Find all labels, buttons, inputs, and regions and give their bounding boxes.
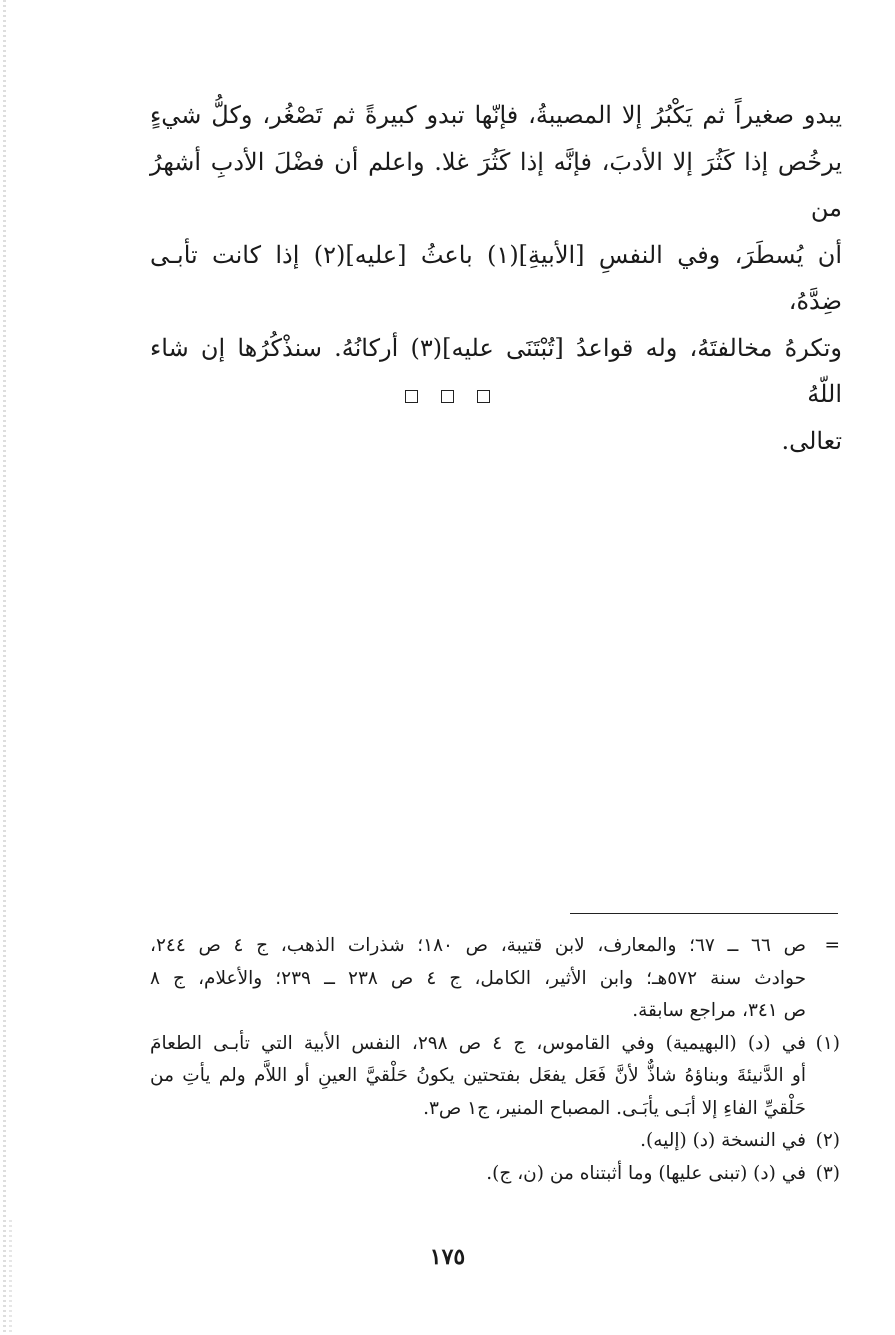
footnote-text — [150, 1158, 806, 1191]
footnote-marker: (٣) — [815, 1162, 840, 1184]
footnote-2 — [150, 1125, 840, 1158]
section-divider — [0, 388, 895, 407]
footnote-marker: (١) — [815, 1032, 840, 1054]
body-paragraph — [150, 92, 842, 464]
footnote-3 — [150, 1158, 840, 1191]
square-ornament-icon — [405, 390, 418, 403]
footnote-line: حَلْقيِّ الفاءِ إلا أبَـى يأبَـى. المصباح المنير، ج١ ص٣. — [423, 1097, 806, 1119]
text-line: تعالى. — [781, 426, 842, 455]
footnote-1 — [150, 1028, 840, 1126]
text-line: أن يُسطَرَ، وفي النفسِ [الأبيةِ](١) باعثُ [عليه](٢) إذا كانت تأبـى ضِدَّهُ، — [150, 240, 843, 315]
footnote-text — [150, 1028, 806, 1126]
page-number: ١٧٥ — [429, 1244, 466, 1270]
footnote-line: حوادث سنة ٥٧٢هـ؛ وابن الأثير، الكامل، ج ٤ ص ٢٣٨ ــ ٢٣٩؛ والأعلام، ج ٨ — [150, 967, 807, 989]
text-line: يبدو صغيراً ثم يَكْبُرُ إلا المصيبةُ، فإنّها تبدو كبيرةً ثم تَصْغُر، وكلُّ شيءٍ — [150, 101, 842, 129]
footnote-line: في (د) (تبنى عليها) وما أثبتناه من (ن، ج). — [486, 1162, 806, 1184]
footnote-continuation — [150, 930, 840, 1028]
square-ornament-icon — [477, 390, 490, 403]
paragraph — [150, 92, 842, 464]
scan-edge-artifact — [9, 1220, 12, 1335]
footnote-line: ص ٦٦ ــ ٦٧؛ والمعارف، لابن قتيبة، ص ١٨٠؛ شذرات الذهب، ج ٤ ص ٢٤٤، — [150, 935, 806, 956]
footnote-line: ص ٣٤١، مراجع سابقة. — [632, 1000, 806, 1021]
footnote-line: في النسخة (د) (إليه). — [640, 1130, 806, 1151]
footnote-line: في (د) (البهيمية) وفي القاموس، ج ٤ ص ٢٩٨، النفس الأبية التي تأبـى الطعامَ — [150, 1032, 806, 1054]
text-line: يرخُص إذا كَثُرَ إلا الأدبَ، فإنَّه إذا كَثُرَ غلا. واعلم أن فضْلَ الأدبِ أشهرُ من — [150, 147, 842, 222]
text-line: وتكرهُ مخالفتَهُ، وله قواعدُ [تُبْتَنَى عليه](٣) أركانُهُ. سنذْكُرُها إن شاء اللّهُ — [150, 333, 842, 408]
footnotes — [150, 930, 840, 1190]
footnote-line: أو الدَّنيئةَ وبناؤهُ شاذٌّ لأنَّ فَعَل يفعَل بفتحتين يكونُ حَلْقيَّ العينِ أو اللاَّم ولم يأتِ من — [150, 1065, 806, 1086]
square-ornament-icon — [441, 390, 454, 403]
footnote-text — [150, 1125, 806, 1158]
footnote-marker: = — [824, 935, 840, 956]
footnote-marker: (٢) — [815, 1130, 840, 1151]
footnote-text — [150, 930, 806, 1028]
scan-edge-artifact — [3, 0, 6, 1335]
footnote-separator — [570, 913, 838, 914]
